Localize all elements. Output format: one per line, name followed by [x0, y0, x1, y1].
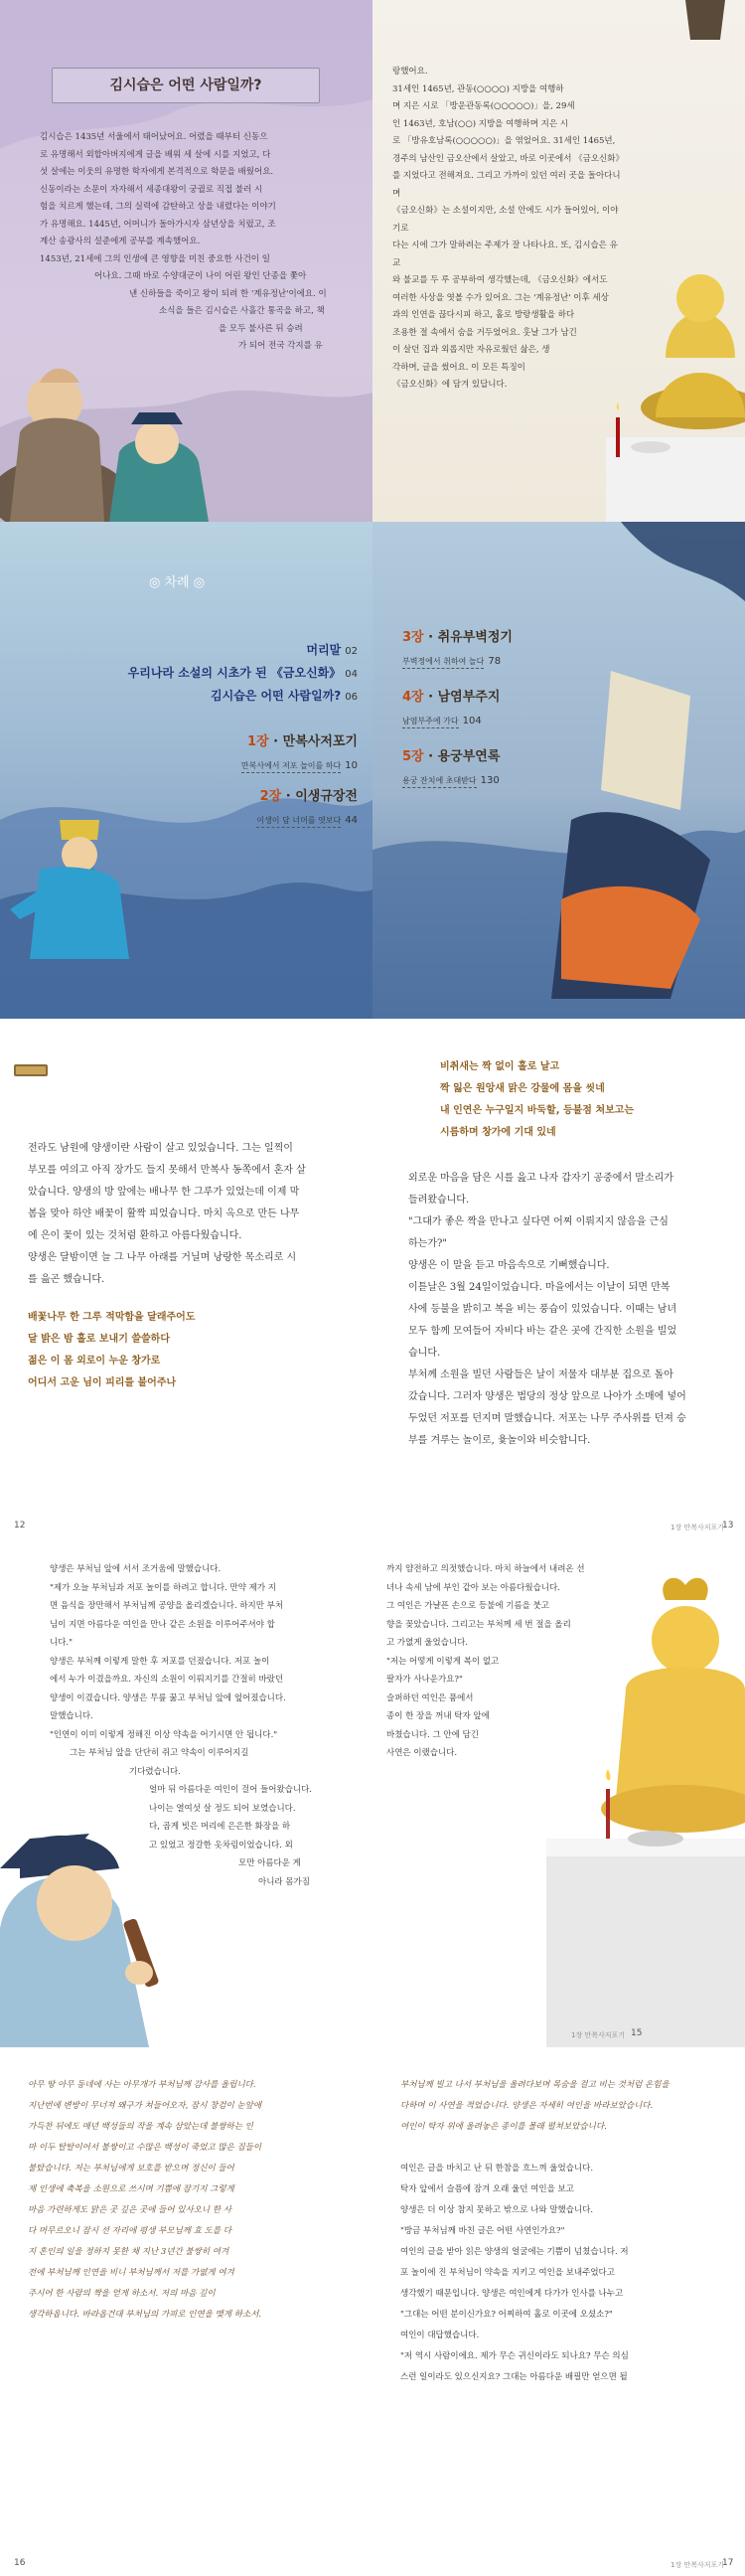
paragraph-line: 《금오신화》는 소설이지만, 소설 안에도 시가 들어있어, 이야기로 — [392, 206, 619, 234]
intro-right-text — [392, 64, 624, 395]
page-16 — [0, 2049, 372, 2576]
paragraph-line: 다, 곱게 빗은 머리에 은은한 화장을 하 — [149, 1822, 291, 1832]
paragraph-line: 1453년, 21세에 그의 인생에 큰 영향을 미친 중요한 사건이 일 — [40, 253, 270, 264]
paragraph-line: 님이 지면 아름다운 여인을 만나 같은 소원을 이루어주셔야 합 — [50, 1619, 275, 1630]
paragraph-line: 양생은 더 이상 참지 못하고 밖으로 나와 말했습니다. — [400, 2205, 594, 2215]
paragraph-line: 며 지은 시로 「방운관동록(○○○○○)」을, 29세 — [392, 101, 575, 111]
paragraph-line: 로 유명해서 외할아버지에게 글을 배워 세 살에 시를 지었고, 다 — [40, 149, 271, 160]
toc-intro-list — [99, 639, 358, 704]
scroll-icon — [12, 1058, 52, 1082]
paragraph-line: 여인은 글을 바치고 난 뒤 한참을 흐느껴 울었습니다. — [400, 2164, 594, 2174]
paragraph-line: 전에 부처님께 인연을 비니 부처님께서 저를 가엾게 여겨 — [28, 2268, 234, 2278]
page-number: 12 — [14, 1521, 26, 1530]
paragraph-line: 양생은 이 말을 듣고 마음속으로 기뻐했습니다. — [408, 1260, 610, 1271]
paragraph-line: 사연은 이랬습니다. — [386, 1748, 458, 1758]
paragraph-line: 과의 인연을 끊다시피 하고, 홀로 방랑생활을 하다 — [392, 310, 575, 320]
bullet-icon: ◎ — [149, 575, 165, 590]
paragraph-line: 습니다. — [408, 1348, 441, 1359]
paragraph-line: 면 음식을 장만해서 부처님께 공양을 올리겠습니다. 하지만 부처 — [50, 1601, 284, 1611]
buddha-illustration — [606, 0, 745, 522]
paragraph-line: 슬퍼하던 여인은 품에서 — [386, 1692, 474, 1703]
paragraph-line: 부처께 소원을 빌던 사람들은 날이 저물자 대부분 집으로 돌아 — [408, 1369, 673, 1380]
paragraph-line: "제가 오늘 부처님과 저포 놀이를 하려고 합니다. 만약 제가 지 — [50, 1582, 276, 1593]
paragraph-line: 에서 누가 이겼을까요. 자신의 소원이 이뤄지기를 간절히 바랐던 — [50, 1675, 284, 1685]
running-header: 1장 만복사저포기 — [670, 2561, 725, 2569]
paragraph-line: 생각했기 때문입니다. 양생은 여인에게 다가가 인사를 나누고 — [400, 2289, 624, 2299]
paragraph-line: 험을 치르게 했는데, 그의 실력에 감탄하고 상을 내렸다는 이야기 — [40, 202, 276, 212]
paragraph-line: "그대는 어떤 분이신가요? 어찌하여 홀로 이곳에 오셨소?" — [400, 2310, 613, 2320]
paragraph-line: 사에 등불을 밝히고 복을 비는 풍습이 있었습니다. 이때는 남녀 — [408, 1304, 677, 1315]
poem-line: 비취새는 짝 없이 홀로 날고 — [440, 1061, 560, 1072]
paragraph-line: 팔자가 사나운가요?" — [386, 1675, 463, 1685]
paragraph-line: 랑했어요. — [392, 67, 428, 77]
paragraph-line: "인연이 이미 이렇게 정해진 이상 약속을 어기시면 안 됩니다." — [50, 1729, 278, 1740]
paragraph-line: 모만 아름다운 게 — [238, 1858, 301, 1868]
paragraph-line: 여인의 글을 받아 읽은 양생의 얼굴에는 기쁨이 넘쳤습니다. 저 — [400, 2247, 629, 2257]
paragraph-line: 까지 얌전하고 의젓했습니다. 마치 하늘에서 내려온 선 — [386, 1564, 585, 1574]
paragraph-line: 김시습은 1435년 서울에서 태어났어요. 어렸을 때부터 신동으 — [40, 132, 268, 142]
paragraph-line: 생각하옵니다. 바라옵건대 부처님의 가피로 인연을 맺게 하소서. — [28, 2310, 262, 2320]
page-17 — [372, 2049, 745, 2576]
paragraph-line: 을 모두 불사른 뒤 승려 — [219, 323, 303, 334]
buddha-altar-illustration — [546, 1540, 745, 2047]
paragraph-line: 에 은이 꽃이 있는 것처럼 환하고 아름다웠습니다. — [28, 1230, 242, 1241]
paragraph-line: "방금 부처님께 바친 글은 어떤 사연인가요?" — [400, 2226, 565, 2236]
paragraph-line: "저 역시 사람이에요. 제가 무슨 귀신이라도 되나요? 무슨 의심 — [400, 2351, 629, 2361]
paragraph-line: 갔습니다. 그러자 양생은 법당의 정상 앞으로 나아가 소매에 넣어 — [408, 1391, 686, 1402]
paragraph-line: 지 혼인의 일을 정하지 못한 채 지난 3년간 불쌍히 여겨 — [28, 2247, 229, 2257]
paragraph-line: 경주의 남산인 금오산에서 살았고, 바로 이곳에서 《금오신화》 — [392, 153, 624, 164]
paragraph-line: 낸 신하들을 죽이고 왕이 되려 한 '계유정난'이에요. 이 — [129, 288, 327, 299]
poem-line: 배꽃나무 한 그루 적막함을 달래주어도 — [28, 1312, 196, 1323]
paragraph-line: 종이 한 장을 꺼내 탁자 앞에 — [386, 1711, 490, 1721]
paragraph-line: 와 불교를 두 루 공부하여 생각했는데, 《금오신화》에서도 — [392, 275, 608, 285]
paragraph-line: 양생은 달밤이면 늘 그 나무 아래를 거닐며 낭랑한 목소리로 시 — [28, 1252, 297, 1263]
paragraph-line: 여러한 사상을 엿볼 수가 있어요. 그는 '계유정난' 이후 세상 — [392, 292, 609, 303]
page-number: 13 — [722, 1521, 734, 1530]
paragraph-line: 향을 꽂았습니다. 그리고는 부처께 세 번 절을 올리 — [386, 1619, 571, 1630]
toc-item[interactable]: 김시습은 어떤 사람일까? 06 — [211, 689, 358, 703]
paragraph-line: 가 되어 전국 각지를 유 — [238, 341, 323, 351]
running-header: 1장 만복사저포기 — [571, 2031, 626, 2039]
paragraph-line: 가득찬 뒤에도 매년 백성들의 작을 계속 삼았는데 불쌍하는 인 — [28, 2122, 253, 2132]
section-title: 김시습은 어떤 사람일까? — [109, 78, 262, 93]
paragraph-line: 로 「방유호남록(○○○○○)」을 엮었어요. 31세인 1465년, — [392, 136, 616, 146]
poem-right — [440, 1056, 738, 1144]
paragraph-line: 바쳤습니다. 그 안에 담긴 — [386, 1729, 479, 1740]
page-number: 15 — [631, 2028, 643, 2038]
intro-right-page — [372, 0, 745, 522]
paragraph-line: 양생이 이겼습니다. 양생은 무릎 꿇고 부처님 앞에 엎어졌습니다. — [50, 1692, 286, 1703]
paragraph-line: 소식을 들은 김시습은 사흘간 통곡을 하고, 책 — [159, 306, 325, 316]
paragraph-line: 조용한 절 속에서 숨을 거두었어요. 훗날 그가 남긴 — [392, 327, 577, 338]
intro-left-text — [40, 129, 348, 356]
poem-line: 짝 잃은 원앙새 맑은 강물에 몸을 씻네 — [440, 1083, 605, 1094]
page-number: 16 — [14, 2558, 26, 2568]
paragraph-line: 부처님께 빌고 나서 부처님을 올려다보며 목숨을 걸고 비는 것처럼 온힘을 — [400, 2080, 670, 2090]
page-15 — [372, 1540, 745, 2049]
yangsaeng-illustration — [0, 1809, 169, 2047]
poem-line: 시름하며 창가에 기대 있네 — [440, 1127, 556, 1138]
paragraph-line: 포 놀이에 진 부처님이 약속을 지키고 여인을 보내주었다고 — [400, 2268, 615, 2278]
paragraph-line: 스런 일이라도 있으신지요? 그대는 아름다운 배필만 얻으면 될 — [400, 2372, 628, 2382]
page-13-text — [408, 1168, 736, 1452]
paragraph-line: 탁자 앞에서 슬픔에 잠겨 오래 울던 여인을 보고 — [400, 2184, 574, 2194]
paragraph-line: 하는가?" — [408, 1238, 447, 1249]
paragraph-line: 아무 땅 아무 동네에 사는 아무개가 부처님께 감사를 올립니다. — [28, 2080, 256, 2090]
poem-left — [28, 1307, 346, 1394]
section-title-box — [52, 68, 320, 103]
spread-chapter1-pages-14-15 — [0, 1540, 745, 2049]
paragraph-line: 양생은 부처께 이렇게 말한 후 저포를 던졌습니다. 저포 놀이 — [50, 1656, 270, 1667]
page-14 — [0, 1540, 372, 2049]
page-12-text — [28, 1138, 346, 1291]
paragraph-line: 《금오신화》에 담겨 있답니다. — [392, 380, 508, 390]
paragraph-line: 고 있었고 정갈한 옷차림이었습니다. 외 — [149, 1840, 293, 1851]
paragraph-line: 기다렸습니다. — [129, 1766, 181, 1777]
paragraph-line: 어나요. 그때 바로 수양대군이 나이 어린 왕인 단종을 쫓아 — [94, 271, 307, 281]
spread-author-intro — [0, 0, 745, 522]
toc-chapter-5[interactable]: 5장 · 용궁부연록 용궁 잔치에 초대받다 130 — [402, 749, 501, 786]
paragraph-line: 았습니다. 양생의 방 앞에는 배나무 한 그루가 있었는데 이제 막 — [28, 1187, 300, 1198]
paragraph-line: 두었던 저포를 던지며 말했습니다. 저포는 나무 주사위를 던져 승 — [408, 1413, 686, 1424]
paragraph-line: 다는 시에 그가 말하려는 주제가 잘 나타나요. 또, 김시습은 유교 — [392, 241, 618, 268]
paragraph-line: "그대가 좋은 짝을 만나고 싶다면 어찌 이뤄지지 않음을 근심 — [408, 1216, 669, 1227]
paragraph-line: 양생은 부처님 앞에 서서 조거움에 말했습니다. — [50, 1564, 222, 1574]
paragraph-line: 전라도 남원에 양생이란 사람이 살고 있었습니다. 그는 일찍이 — [28, 1143, 293, 1154]
poem-line: 젊은 이 몸 외로이 누운 창가로 — [28, 1356, 161, 1367]
intro-left-page — [0, 0, 372, 522]
toc-chapter-4[interactable]: 4장 · 남염부주지 남염부주에 가다 104 — [402, 690, 501, 726]
poem-line: 어디서 고운 님이 피리를 불어주나 — [28, 1377, 177, 1388]
paragraph-line: 가 유명해요. 1445년, 어머니가 돌아가시자 삼년상을 치렀고, 조 — [40, 219, 276, 230]
toc-chapter-1[interactable]: 1장 · 만복사저포기 만복사에서 저포 놀이를 하다 10 — [240, 734, 358, 771]
toc-right-page — [372, 522, 745, 1019]
paragraph-line: 31세인 1465년, 관동(○○○○) 지방을 여행하 — [392, 83, 564, 94]
paragraph-line: 주시어 한 사람의 짝을 얻게 하소서. 저의 마음 깊이 — [28, 2289, 216, 2299]
paragraph-line: 를 읊곤 했습니다. — [28, 1274, 105, 1285]
paragraph-line: 봄을 맞아 하얀 배꽃이 활짝 피었습니다. 마치 옥으로 만든 나무 — [28, 1208, 300, 1219]
paragraph-line: 여인이 탁자 위에 올려놓은 종이를 몰래 펼쳐보았습니다. — [400, 2122, 607, 2132]
paragraph-line: 각하며, 글을 썼어요. 이 모든 특징이 — [392, 362, 525, 373]
scholars-illustration — [0, 333, 228, 522]
paragraph-line: 다하며 이 사연을 적었습니다. 양생은 자세히 여인을 바라보았습니다. — [400, 2101, 654, 2111]
paragraph-line: 나이는 열여섯 살 정도 되어 보였습니다. — [149, 1803, 296, 1814]
toc-chapter-2[interactable]: 2장 · 이생규장전 이생이 담 너머를 엿보다 44 — [256, 789, 358, 826]
paragraph-line: 고 가엾게 울었습니다. — [386, 1638, 469, 1648]
paragraph-line: 여인이 대답했습니다. — [400, 2331, 480, 2340]
toc-chapter-3[interactable]: 3장 · 취유부벽정기 부벽정에서 취하여 놀다 78 — [402, 630, 513, 667]
poem-line: 달 밝은 밤 홀로 보내기 쓸쓸하다 — [28, 1334, 170, 1345]
paragraph-line: 부를 겨루는 놀이로, 윷놀이와 비슷합니다. — [408, 1435, 591, 1446]
toc-heading: ◎ 차례 ◎ — [149, 575, 206, 590]
paragraph-line: 섯 살에는 이웃의 유명한 학자에게 본격적으로 학문을 배웠어요. — [40, 167, 274, 177]
paragraph-line: 인 1463년, 호남(○○) 지방을 여행하며 지은 시 — [392, 118, 568, 129]
paragraph-line: 다 머무르오니 잠시 선 자리에 평생 부모님께 효 도를 다 — [28, 2226, 231, 2236]
page-number: 17 — [722, 2558, 734, 2568]
paragraph-line: 지난번에 변방이 무너져 왜구가 쳐들어오자, 잠시 창검이 눈앞에 — [28, 2101, 262, 2111]
spread-table-of-contents — [0, 522, 745, 1019]
paragraph-line: 이튿날은 3월 24일이었습니다. 마을에서는 이날이 되면 만복 — [408, 1282, 670, 1293]
toc-item[interactable]: 우리나라 소설의 시초가 된 《금오신화》 04 — [127, 666, 358, 680]
sage-on-wave-illustration — [10, 810, 139, 969]
running-header: 1장 만복사저포기 — [670, 1524, 725, 1531]
paragraph-line: 녀나 속세 남에 부인 같아 보는 아름다웠습니다. — [386, 1582, 560, 1593]
spread-chapter1-pages-12-13 — [0, 1019, 745, 1540]
paragraph-line: 계산 송광사의 설준에게 공부를 계속했어요. — [40, 237, 201, 246]
poem-line: 내 인연은 누구일지 바둑할, 등불점 쳐보고는 — [440, 1105, 635, 1116]
page-13 — [372, 1019, 745, 1540]
paragraph-line: 를 지었다고 전해져요. 그리고 가까이 있던 여러 곳을 돌아다니며 — [392, 171, 621, 199]
paragraph-line: 니다." — [50, 1638, 74, 1648]
paragraph-line: 모두 함께 모여들어 자비다 바는 같은 곳에 간직한 소원을 빌었 — [408, 1326, 677, 1337]
page-12 — [0, 1019, 372, 1540]
paragraph-line: 이 살던 집과 외롭지만 자유로웠던 삶은, 생 — [392, 345, 550, 355]
paragraph-line: 말했습니다. — [50, 1711, 93, 1721]
paragraph-line: 신동이라는 소문이 자자해서 세종대왕이 궁궐로 직접 불러 시 — [40, 184, 263, 195]
paragraph-line: "저는 어떻게 이렇게 복이 없고 — [386, 1656, 500, 1667]
paragraph-line: 얼마 뒤 아름다운 여인이 걸어 들어왔습니다. — [149, 1785, 313, 1795]
toc-item[interactable]: 머리말 02 — [306, 643, 358, 657]
spread-chapter1-pages-16-17 — [0, 2049, 745, 2576]
paragraph-line: 외로운 마음을 담은 시를 읊고 나자 갑자기 공중에서 말소리가 — [408, 1173, 673, 1184]
paragraph-line: 불탔습니다. 저는 부처님에게 보호를 받으며 정신이 들어 — [28, 2164, 234, 2174]
paragraph-line: 제 인생에 축복을 소원으로 쓰시며 기쁨에 잠기지 그렇게 — [28, 2184, 234, 2194]
paragraph-line: 그 여인은 가냘픈 손으로 등불에 기름을 붓고 — [386, 1601, 550, 1611]
paragraph-line: 들려왔습니다. — [408, 1195, 470, 1206]
toc-left-page — [0, 522, 372, 1019]
paragraph-line: 부모를 여의고 아직 장가도 들지 못해서 만복사 동쪽에서 혼자 살 — [28, 1165, 306, 1176]
paragraph-line: 마 이두 탈탈이어서 불쌍이고 수많은 백성이 죽었고 많은 집들이 — [28, 2143, 262, 2153]
page-17-text — [400, 2075, 733, 2388]
prayer-letter-text — [28, 2075, 356, 2326]
paragraph-line: 아니라 몸가짐 — [258, 1876, 310, 1887]
paragraph-line: 마음 가련하게도 맑은 곳 깊은 곳에 들어 있사오니 한 사 — [28, 2205, 231, 2215]
paragraph-line: 그는 부처님 앞을 단단히 쥐고 약속이 이루어지길 — [70, 1748, 249, 1758]
